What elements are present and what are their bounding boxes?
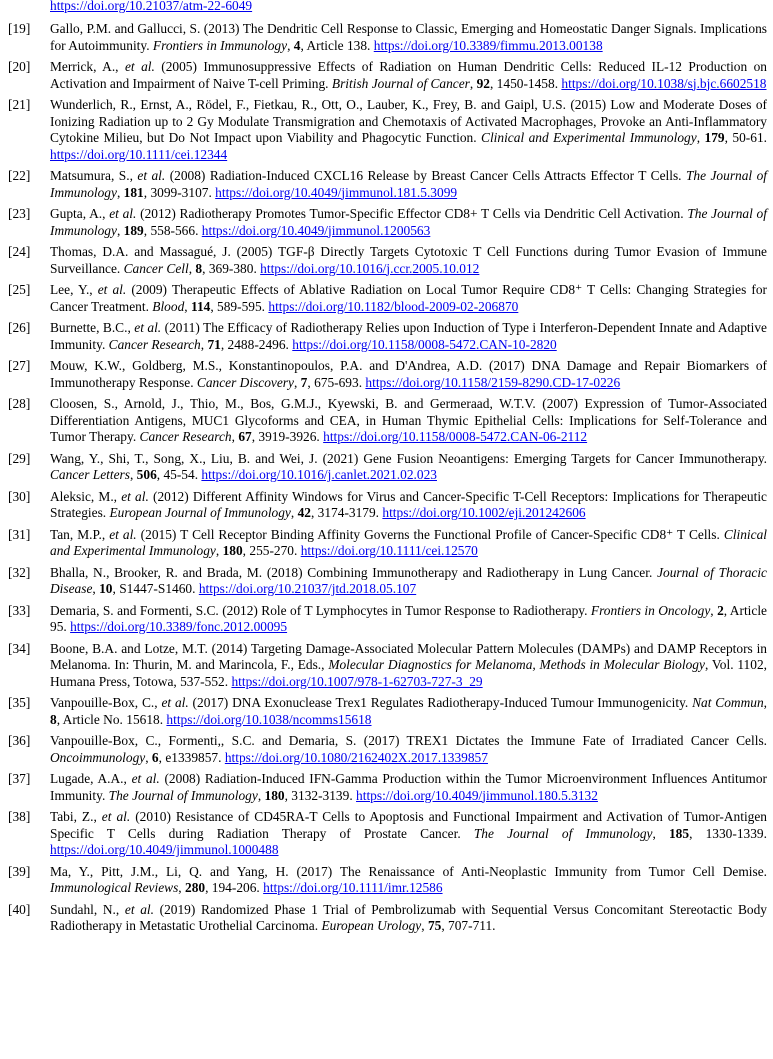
separator: , (200, 336, 208, 352)
journal-name: The Journal of Immunology (108, 787, 258, 803)
volume-number: 114 (190, 298, 211, 314)
author-list: Gallo, P.M. and Gallucci, S. (2013) The Dendritic Cell Response to Classic, Emerging and Homeostatic Danger Signals. Implications for Autoimmunity. (50, 21, 767, 53)
pages: , Article No. 15618. (56, 711, 167, 727)
doi-link[interactable]: https://doi.org/10.4049/jimmunol.180.5.3132 (356, 787, 598, 803)
reference-item (8, 320, 767, 353)
author-list: Gupta, A., (50, 206, 110, 221)
separator: , (652, 825, 669, 841)
reference-item (8, 396, 767, 446)
reference-number: [34] (8, 640, 31, 656)
reference-title: (2012) Radiotherapy Promotes Tumor-Specific Effector CD8+ T Cells via Dendritic Cell Activation. (136, 206, 688, 221)
journal-name: Clinical and Experimental Immunology (481, 130, 697, 145)
pages: , 1450-1458. (489, 75, 562, 91)
reference-number: [25] (8, 282, 31, 297)
reference-number: [24] (8, 244, 31, 259)
journal-name: Immunological Reviews (50, 880, 179, 895)
journal-name: European Urology (321, 918, 422, 933)
separator: , (469, 75, 477, 91)
reference-item (8, 21, 767, 54)
doi-link[interactable]: https://doi.org/10.1158/0008-5472.CAN-06-2112 (323, 429, 588, 444)
reference-title: (2005) Immunosuppressive Effects of Radiation on Human Dendritic Cells: Reduced IL-12 Production on Activation and Impairment of Naive T-cell Priming. (50, 59, 767, 91)
et-al: et al. (131, 771, 160, 786)
author-list: Demaria, S. and Formenti, S.C. (2012) Role of T Lymphocytes in Tumor Response to Radiotherapy. (50, 602, 591, 618)
reference-text (50, 809, 767, 859)
reference-item (8, 282, 767, 315)
pages: , 558-566. (143, 222, 202, 238)
journal-name: Nat Commun (692, 695, 764, 710)
journal-name: European Journal of Immunology (109, 505, 291, 520)
reference-title: (2009) Therapeutic Effects of Ablative Radiation on Local Tumor Require CD8⁺ T Cells: Changing Strategies for Cancer Treatment. (50, 282, 767, 314)
reference-item (8, 603, 767, 636)
separator: , (421, 918, 428, 933)
author-list: Lee, Y., (50, 282, 98, 297)
reference-number: [22] (8, 168, 31, 183)
reference-item (8, 565, 767, 598)
journal-name: Cancer Cell (123, 260, 189, 276)
journal-name: Blood (152, 298, 185, 314)
reference-number: [28] (8, 396, 31, 411)
separator: , (129, 467, 137, 482)
et-al: et al. (97, 282, 127, 297)
journal-name: Frontiers in Immunology (152, 37, 288, 53)
journal-name: Oncoimmunology (50, 749, 146, 765)
author-list: Merrick, A., (50, 59, 125, 74)
reference-text (50, 695, 767, 728)
author-list: Vanpouille-Box, C., Formenti,, S.C. and Demaria, S. (2017) TREX1 Dictates the Immune Fate of Irradiated Cancer Cells. (50, 733, 767, 748)
journal-name: Cancer Letters (50, 467, 130, 482)
journal-name: Cancer Research (108, 336, 201, 352)
doi-link[interactable]: https://doi.org/10.1038/sj.bjc.6602518 (561, 75, 767, 91)
doi-link[interactable]: https://doi.org/10.1016/j.canlet.2021.02.023 (201, 467, 437, 482)
author-list: Burnette, B.C., (50, 320, 135, 335)
pages: , 3174-3179. (310, 505, 383, 520)
volume-number: 181 (123, 184, 144, 200)
reference-title: (2019) Randomized Phase 1 Trial of Pembrolizumab with Sequential Versus Concomitant Stereotactic Body Radiotherapy in Metastatic Urothelial Carcinoma. (50, 901, 768, 933)
reference-number: [37] (8, 771, 31, 786)
reference-number: [29] (8, 450, 31, 466)
reference-item (8, 97, 767, 163)
reference-text (50, 733, 767, 766)
reference-text (50, 97, 767, 163)
journal-name: The Journal of Immunology (50, 206, 767, 238)
separator: , (116, 184, 124, 200)
author-list: Tan, M.P., (50, 526, 110, 542)
journal-name: Cancer Discovery (196, 374, 294, 390)
et-al: et al. (124, 59, 155, 74)
et-al: et al. (109, 526, 137, 542)
author-list: Vanpouille-Box, C., (50, 695, 162, 710)
reference-title: (2012) Different Affinity Windows for Virus and Cancer-Specific T-Cell Receptors: Implications for Therapeutic Strategies. (50, 488, 767, 520)
pages: , Article 138. (300, 37, 374, 53)
et-al: et al. (124, 901, 154, 917)
reference-number: [21] (8, 97, 31, 112)
reference-text (50, 902, 767, 935)
separator: , (184, 298, 191, 314)
journal-name: Journal of Thoracic Disease (50, 564, 767, 596)
volume-number: 10 (99, 581, 113, 596)
volume-number: 6 (151, 749, 159, 765)
doi-link[interactable]: https://doi.org/10.1007/978-1-62703-727-3_29 (231, 673, 483, 689)
volume-number: 280 (185, 880, 206, 895)
reference-item (8, 59, 767, 92)
previous-reference-tail (8, 0, 767, 14)
pages: , e1339857. (158, 749, 225, 765)
reference-text (50, 21, 767, 54)
reference-text (50, 451, 767, 484)
separator: , (763, 695, 767, 710)
reference-number: [32] (8, 564, 31, 580)
doi-link[interactable]: https://doi.org/10.1111/cei.12344 (50, 146, 228, 162)
separator: , Vol. 1102, Humana Press, Totowa, 537-552. (50, 657, 767, 689)
author-list: Sundahl, N., (50, 901, 125, 917)
author-list: Wunderlich, R., Ernst, A., Rödel, F., Fietkau, R., Ott, O., Lauber, K., Frey, B. and Gaipl, U.S. (2015) Low and Moderate Doses of Ionizing Radiation up to 2 Gy Modulate Transmigration and Chemotaxis of Activated Macrophages, Provoke an Anti-Inflammatory Cytokine Milieu, but Do Not Impact upon Viability and Phagocytic Function. (50, 97, 767, 145)
pages: , 3919-3926. (251, 429, 324, 444)
volume-number: 71 (207, 336, 221, 352)
reference-number: [39] (8, 863, 31, 879)
volume-number: 67 (238, 429, 252, 444)
volume-number: 189 (123, 222, 144, 238)
reference-item (8, 358, 767, 391)
separator: , (287, 37, 294, 53)
volume-number: 180 (264, 787, 285, 803)
doi-link[interactable]: https://doi.org/10.1002/eji.201242606 (382, 505, 586, 520)
reference-number: [26] (8, 320, 31, 335)
separator: , (710, 602, 718, 618)
doi-link[interactable]: https://doi.org/10.1080/2162402X.2017.1339857 (224, 749, 488, 765)
reference-text (50, 565, 767, 598)
separator: , (293, 374, 301, 390)
volume-number: 506 (136, 467, 157, 482)
separator: , (145, 749, 152, 765)
reference-number: [36] (8, 733, 31, 748)
separator: , (188, 260, 196, 276)
reference-item (8, 902, 767, 935)
doi-link[interactable]: https://doi.org/10.1111/cei.12570 (300, 543, 478, 558)
volume-number: 75 (427, 918, 442, 933)
doi-link[interactable]: https://doi.org/10.3389/fonc.2012.00095 (70, 619, 288, 634)
reference-text (50, 244, 767, 277)
reference-text (50, 396, 767, 446)
author-list: Tabi, Z., (50, 809, 102, 824)
reference-number: [40] (8, 901, 31, 917)
author-list: Matsumura, S., (50, 168, 138, 183)
doi-link[interactable]: https://doi.org/10.1016/j.ccr.2005.10.012 (260, 260, 480, 276)
pages: , Article 95. (50, 602, 767, 634)
separator: , (92, 581, 100, 596)
reference-item (8, 451, 767, 484)
volume-number: 180 (222, 543, 243, 558)
reference-item (8, 771, 767, 804)
journal-name: The Journal of Immunology (473, 825, 653, 841)
reference-item (8, 864, 767, 897)
et-al: et al. (134, 320, 162, 335)
pages: , 194-206. (205, 880, 264, 895)
reference-number: [27] (8, 358, 31, 373)
pages: , 707-711. (441, 918, 496, 933)
volume-number: 8 (195, 260, 203, 276)
doi-link[interactable]: https://doi.org/10.3389/fimmu.2013.00138 (373, 37, 603, 53)
journal-name: The Journal of Immunology (50, 168, 767, 200)
volume-number: 2 (717, 602, 724, 618)
pages: , 50-61. (724, 130, 767, 145)
pages: , 589-595. (210, 298, 269, 314)
reference-text (50, 771, 767, 804)
reference-title: (2017) DNA Exonuclease Trex1 Regulates Radiotherapy-Induced Tumour Immunogenicity. (188, 695, 693, 710)
author-list: Thomas, D.A. and Massagué, J. (2005) TGF-β Directly Targets Cytotoxic T Cell Functions during Tumor Evasion of Immune Surveillance. (50, 244, 767, 276)
reference-item (8, 641, 767, 691)
author-list: Lugade, A.A., (50, 771, 132, 786)
journal-name: Cancer Research (139, 429, 232, 444)
journal-name: British Journal of Cancer (331, 75, 470, 91)
reference-text (50, 527, 767, 560)
author-list: Wang, Y., Shi, T., Song, X., Liu, B. and Wei, J. (2021) Gene Fusion Neoantigens: Emerging Targets for Cancer Immunotherapy. (50, 450, 767, 466)
reference-text (50, 282, 767, 315)
pages: , 255-270. (242, 543, 301, 558)
reference-item (8, 244, 767, 277)
doi-link[interactable]: https://doi.org/10.21037/jtd.2018.05.107 (198, 581, 417, 596)
separator: , (257, 787, 265, 803)
reference-item (8, 168, 767, 201)
et-al: et al. (161, 695, 189, 710)
et-al: et al. (109, 206, 137, 221)
doi-link[interactable]: https://doi.org/10.21037/atm-22-6049 (50, 0, 253, 13)
pages: , 3099-3107. (143, 184, 216, 200)
pages: , 1330-1339. (689, 825, 767, 841)
journal-name: Molecular Diagnostics for Melanoma, Methods in Molecular Biology (328, 657, 705, 672)
reference-text (50, 168, 767, 201)
volume-number: 7 (300, 374, 308, 390)
reference-text (50, 59, 767, 92)
pages: , 45-54. (156, 467, 202, 482)
reference-text (50, 358, 767, 391)
reference-text (50, 489, 767, 522)
et-al: et al. (137, 168, 166, 183)
reference-title: (2011) The Efficacy of Radiotherapy Relies upon Induction of Type i Interferon-Dependent Innate and Adaptive Immunity. (50, 320, 768, 352)
volume-number: 42 (297, 505, 311, 520)
author-list: Aleksic, M., (50, 488, 122, 504)
reference-item (8, 695, 767, 728)
reference-text (50, 206, 767, 239)
doi-link[interactable]: https://doi.org/10.4049/jimmunol.1200563 (201, 222, 431, 238)
reference-title: (2008) Radiation-Induced IFN-Gamma Production within the Tumor Microenvironment Influences Antitumor Immunity. (50, 771, 768, 803)
reference-item (8, 527, 767, 560)
separator: , (215, 543, 223, 558)
pages: , 2488-2496. (220, 336, 293, 352)
doi-link[interactable]: https://doi.org/10.1111/imr.12586 (263, 880, 443, 895)
et-al: et al. (121, 488, 149, 504)
reference-item (8, 809, 767, 859)
doi-link[interactable]: https://doi.org/10.1158/2159-8290.CD-17-0226 (365, 374, 621, 390)
separator: , (290, 505, 298, 520)
reference-number: [38] (8, 809, 31, 824)
reference-number: [23] (8, 206, 31, 221)
reference-number: [20] (8, 59, 31, 74)
doi-link[interactable]: https://doi.org/10.1158/0008-5472.CAN-10-2820 (292, 336, 557, 352)
et-al: et al. (101, 809, 131, 824)
doi-link[interactable]: https://doi.org/10.1038/ncomms15618 (166, 711, 372, 727)
reference-number: [31] (8, 526, 31, 542)
journal-name: Frontiers in Oncology (590, 602, 711, 618)
pages: , 3132-3139. (284, 787, 357, 803)
pages: , S1447-S1460. (112, 581, 199, 596)
author-list: Mouw, K.W., Goldberg, M.S., Konstantinopoulos, P.A. and D'Andrea, A.D. (2017) DNA Damage and Repair Biomarkers of Immunotherapy Response. (50, 358, 767, 390)
journal-name: Clinical and Experimental Immunology (50, 526, 767, 558)
volume-number: 92 (476, 75, 490, 91)
reference-title: (2015) T Cell Receptor Binding Affinity Governs the Functional Profile of Cancer-Specific CD8⁺ T Cells. (136, 526, 724, 542)
reference-number: [33] (8, 602, 31, 618)
reference-list (8, 21, 767, 935)
reference-title: (2010) Resistance of CD45RA-T Cells to Apoptosis and Functional Impairment and Activation of Tumor-Antigen Specific T Cells during Radiation Therapy of Prostate Cancer. (50, 809, 767, 841)
author-list: Bhalla, N., Brooker, R. and Brada, M. (2018) Combining Immunotherapy and Radiotherapy in Lung Cancer. (50, 564, 658, 580)
reference-title: (2008) Radiation-Induced CXCL16 Release by Breast Cancer Cells Attracts Effector T Cells. (165, 168, 686, 183)
doi-link[interactable]: https://doi.org/10.4049/jimmunol.1000488 (50, 842, 279, 857)
reference-number: [35] (8, 695, 31, 710)
reference-number: [30] (8, 488, 31, 504)
volume-number: 4 (293, 37, 301, 53)
reference-text (50, 641, 767, 691)
reference-text (50, 320, 767, 353)
separator: , (178, 880, 185, 895)
doi-link[interactable]: https://doi.org/10.4049/jimmunol.181.5.3099 (215, 184, 458, 200)
reference-text (50, 864, 767, 897)
reference-number: [19] (8, 21, 31, 36)
author-list: Ma, Y., Pitt, J.M., Li, Q. and Yang, H. (2017) The Renaissance of Anti-Neoplastic Immunity from Tumor Cell Demise. (50, 863, 767, 879)
separator: , (116, 222, 124, 238)
reference-item (8, 733, 767, 766)
doi-link[interactable]: https://doi.org/10.1182/blood-2009-02-206870 (268, 298, 519, 314)
reference-text (50, 603, 767, 636)
reference-item (8, 206, 767, 239)
author-list: Boone, B.A. and Lotze, M.T. (2014) Targeting Damage-Associated Molecular Pattern Molecules (DAMPs) and DAMP Receptors in Melanoma. In: Thurin, M. and Marincola, F., Eds., (50, 640, 767, 672)
volume-number: 185 (668, 825, 690, 841)
volume-number: 8 (50, 711, 57, 727)
pages: , 369-380. (202, 260, 261, 276)
separator: , (231, 429, 239, 444)
volume-number: 179 (704, 130, 725, 145)
pages: , 675-693. (307, 374, 366, 390)
reference-item (8, 489, 767, 522)
separator: , (696, 130, 705, 145)
author-list: Cloosen, S., Arnold, J., Thio, M., Bos, G.M.J., Kyewski, B. and Germeraad, W.T.V. (2007) Expression of Tumor-Associated Differentiation Antigens, MUC1 Glycoforms and CEA, in Human Thymic Epithelial Cells: Implications for Self-Tolerance and Tumor Therapy. (50, 396, 767, 444)
